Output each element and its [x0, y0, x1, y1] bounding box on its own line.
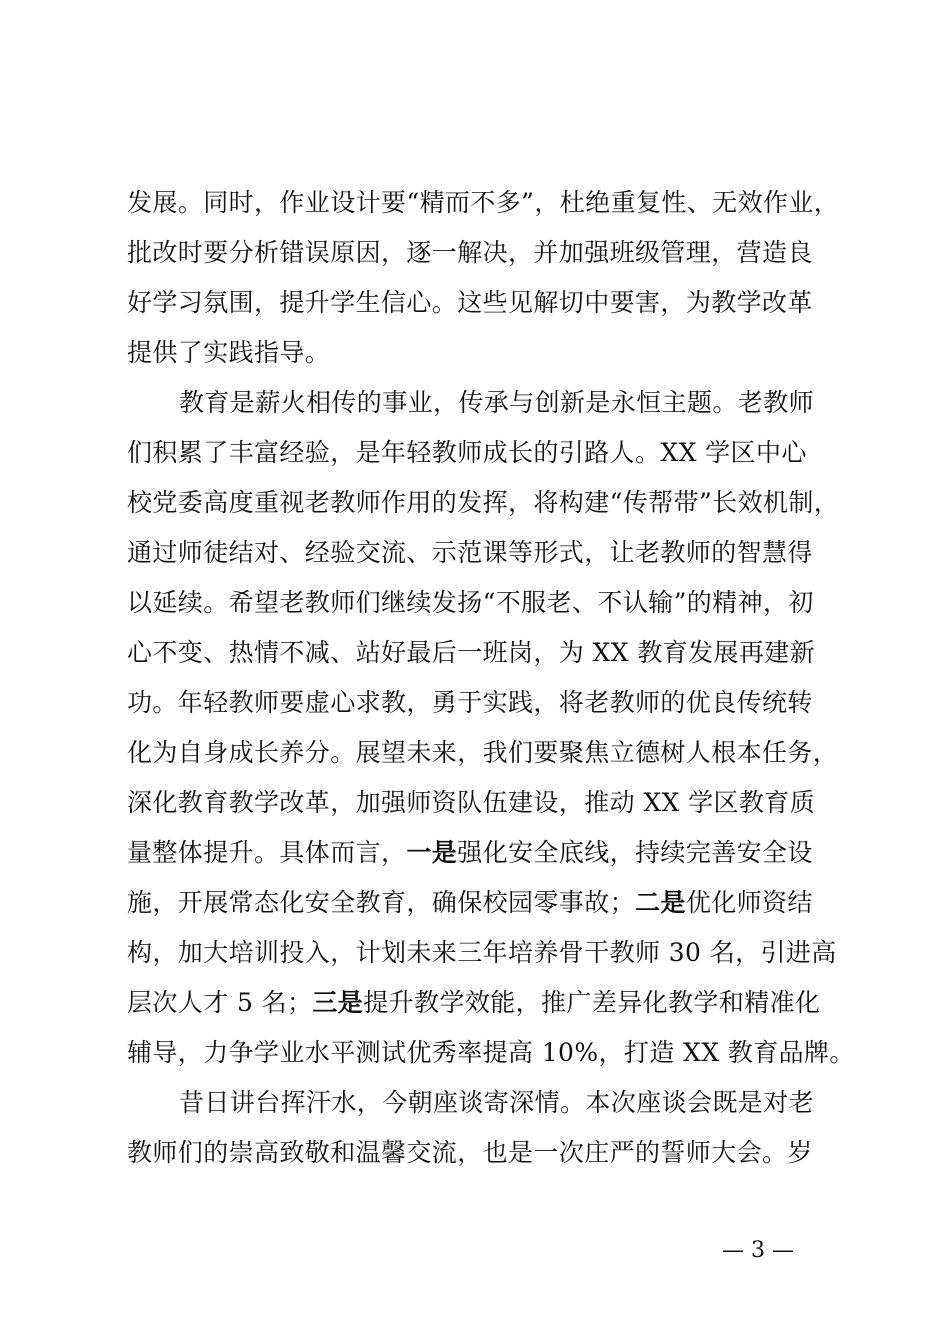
paragraph-start-line: 昔日讲台挥汗水，今朝座谈寄深情。本次座谈会既是对老: [179, 1088, 815, 1117]
text-segment: 强化安全底线，持续完善安全设: [457, 838, 813, 867]
text-segment: 提升教学效能，推广差异化教学和精准化: [363, 988, 821, 1017]
text-segment: 施，开展常态化安全教育，确保校园零事故；: [127, 888, 636, 917]
bold-emphasis: 二是: [635, 888, 686, 917]
text-line: 功。年轻教师要虚心求教，勇于实践，将老教师的优良传统转: [127, 688, 813, 717]
text-line: 以延续。希望老教师们继续发扬“不服老、不认输”的精神，初: [127, 588, 814, 617]
text-line: 构，加大培训投入，计划未来三年培养骨干教师 30 名，引进高: [127, 938, 837, 967]
text-line: 好学习氛围，提升学生信心。这些见解切中要害，为教学改革: [127, 288, 813, 317]
text-line: [127, 828, 857, 878]
text-line: [127, 878, 857, 928]
text-line: 辅导，力争学业水平测试优秀率提高 10%，打造 XX 教育品牌。: [127, 1038, 855, 1067]
body-text: [127, 178, 857, 1178]
paragraph-start-line: 教育是薪火相传的事业，传承与创新是永恒主题。老教师: [179, 388, 815, 417]
text-segment: 量整体提升。具体而言，: [127, 838, 407, 867]
text-line: 心不变、热情不减、站好最后一班岗，为 XX 教育发展再建新: [127, 638, 816, 667]
text-segment: 层次人才 5 名；: [127, 988, 313, 1017]
bold-emphasis: 一是: [406, 838, 458, 867]
text-line: 校党委高度重视老教师作用的发挥，将构建“传帮带”长效机制，: [127, 488, 840, 517]
text-line: 教师们的崇高致敬和温馨交流，也是一次庄严的誓师大会。岁: [127, 1138, 813, 1167]
text-line: 通过师徒结对、经验交流、示范课等形式，让老教师的智慧得: [127, 538, 813, 567]
text-line: 发展。同时，作业设计要“精而不多”，杜绝重复性、无效作业，: [127, 188, 840, 217]
text-line: [127, 978, 857, 1028]
text-segment: 优化师资结: [685, 888, 813, 917]
text-line: 提供了实践指导。: [127, 338, 331, 367]
bold-emphasis: 三是: [312, 988, 364, 1017]
page-number: — 3 —: [722, 1238, 794, 1263]
text-line: 批改时要分析错误原因，逐一解决，并加强班级管理，营造良: [127, 238, 813, 267]
text-line: 们积累了丰富经验，是年轻教师成长的引路人。XX 学区中心: [127, 438, 807, 467]
text-line: 深化教育教学改革，加强师资队伍建设，推动 XX 学区教育质: [127, 788, 816, 817]
text-line: 化为自身成长养分。展望未来，我们要聚焦立德树人根本任务，: [127, 738, 839, 767]
